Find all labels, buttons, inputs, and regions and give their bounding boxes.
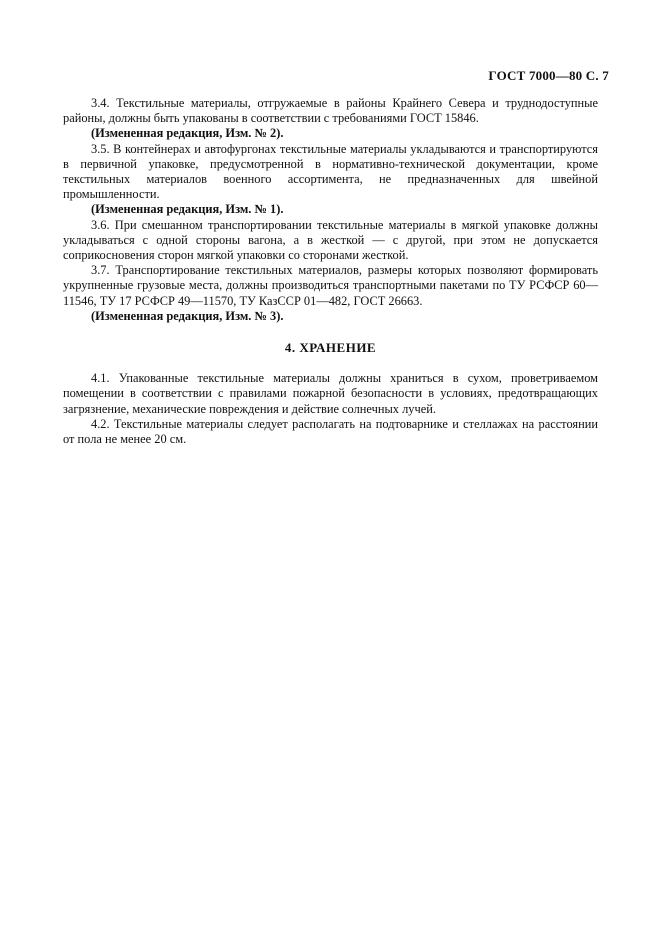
page-header: ГОСТ 7000—80 С. 7 — [488, 68, 609, 83]
paragraph-3-4: 3.4. Текстильные материалы, отгружаемые в районы Крайнего Севера и труднодоступные районы, должны быть упакованы в соответствии с требованиями ГОСТ 15846. — [63, 96, 598, 126]
document-body — [63, 96, 598, 447]
section-title: 4. ХРАНЕНИЕ — [284, 340, 377, 356]
paragraph-3-7: 3.7. Транспортирование текстильных материалов, размеры которых позволяют формировать укрупненные грузовые места, должны производиться транспортными пакетами по ТУ РСФСР 60—11546, ТУ 17 РСФСР 49—11570, ТУ КазССР 01—482, ГОСТ 26663. — [63, 263, 598, 308]
paragraph-3-5: 3.5. В контейнерах и автофургонах текстильные материалы укладываются и транспортируются в первичной упаковке, предусмотренной в нормативно-технической документации, кроме текстильных материалов военного ассортимента, не предназначенных для швейной промышленности. — [63, 141, 598, 202]
amendment-note: (Измененная редакция, Изм. № 2). — [91, 126, 284, 141]
amendment-note: (Измененная редакция, Изм. № 1). — [91, 202, 284, 217]
paragraph-4-2: 4.2. Текстильные материалы следует располагать на подтоварнике и стеллажах на расстоянии от пола не менее 20 см. — [63, 416, 598, 447]
paragraph-4-1: 4.1. Упакованные текстильные материалы должны храниться в сухом, проветриваемом помещении в соответствии с правилами пожарной безопасности в условиях, предотвращающих загрязнение, механические повреждения и действие солнечных лучей. — [63, 371, 598, 416]
amendment-note: (Измененная редакция, Изм. № 3). — [91, 308, 284, 323]
paragraph-3-6: 3.6. При смешанном транспортировании текстильные материалы в мягкой упаковке должны укладываться с одной стороны вагона, а в жесткой — с другой, при этом не допускается соприкосновения сторон мягкой упаковки со сторонами жесткой. — [63, 217, 598, 263]
